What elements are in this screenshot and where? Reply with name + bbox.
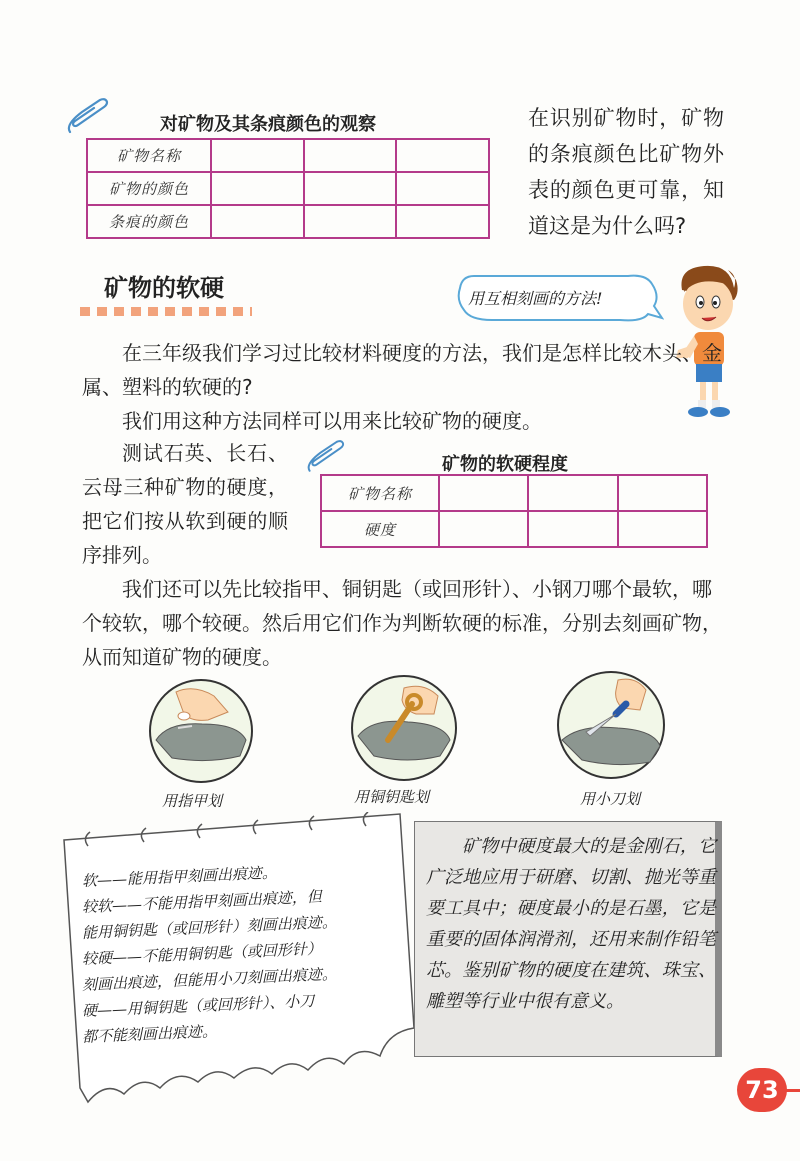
side-question: 在识别矿物时，矿物的条痕颜色比矿物外表的颜色更可靠，知道这是为什么吗? (528, 106, 724, 238)
section-title: 矿物的软硬 (104, 274, 224, 302)
row-label: 矿物名称 (87, 139, 211, 172)
table-cell[interactable] (304, 139, 397, 172)
key-scratch-illustration (350, 674, 458, 782)
table-cell[interactable] (618, 475, 707, 511)
paperclip-icon (64, 98, 110, 140)
table-cell[interactable] (211, 139, 304, 172)
paperclip-icon (304, 440, 346, 478)
table-cell[interactable] (396, 205, 489, 238)
knife-scratch-illustration (556, 670, 666, 780)
note-line: 刻画出痕迹，但能用小刀刻画出痕迹。 (81, 964, 338, 994)
table-cell[interactable] (211, 205, 304, 238)
note-line: 都不能刻画出痕迹。 (81, 1022, 218, 1046)
table-cell[interactable] (528, 511, 617, 547)
info-box-text: 矿物中硬度最大的是金刚石，它广泛地应用于研磨、切割、抛光等重要工具中；硬度最小的是石墨，它是重要的固体润滑剂，还用来制作铅笔芯。鉴别矿物的硬度在建筑、珠宝、雕塑等行业中很有意义。 (426, 836, 716, 1012)
paragraph-1: 在三年级我们学习过比较材料硬度的方法，我们是怎样比较木头、金属、塑料的软硬的? (82, 341, 722, 399)
table-cell[interactable] (304, 205, 397, 238)
paragraph-4: 我们还可以先比较指甲、铜钥匙（或回形针）、小钢刀哪个最软，哪个较软，哪个较硬。然后用它们作为判断软硬的标准，分别去刻画矿物，从而知道矿物的硬度。 (82, 577, 722, 669)
note-line: 较软——不能用指甲刻画出痕迹，但 (81, 887, 323, 916)
note-line: 硬——用铜钥匙（或回形针）、小刀 (81, 991, 315, 1020)
table-cell[interactable] (439, 511, 528, 547)
table-cell[interactable] (439, 475, 528, 511)
section-underline (80, 307, 252, 316)
table-row (321, 475, 707, 511)
table-cell[interactable] (396, 172, 489, 205)
table-row (87, 205, 489, 238)
paragraph-2: 我们用这种方法同样可以用来比较矿物的硬度。 (122, 409, 542, 433)
note-line: 软——能用指甲刻画出痕迹。 (81, 863, 278, 890)
fingernail-scratch-illustration (148, 678, 254, 784)
table-cell[interactable] (618, 511, 707, 547)
note-line: 较硬——不能用铜钥匙（或回形针） (81, 939, 323, 968)
table-row (87, 172, 489, 205)
hardness-criteria-note (81, 863, 394, 1050)
table-row (321, 511, 707, 547)
table1-title: 对矿物及其条痕颜色的观察 (160, 114, 376, 135)
table-cell[interactable] (211, 172, 304, 205)
page-number-line (784, 1089, 800, 1092)
mineral-hardness-table (320, 474, 708, 548)
row-label: 硬度 (321, 511, 439, 547)
table2-title: 矿物的软硬程度 (442, 454, 568, 475)
table-cell[interactable] (304, 172, 397, 205)
paragraph-3: 测试石英、长石、云母三种矿物的硬度，把它们按从软到硬的顺序排列。 (82, 441, 288, 567)
caption-fingernail: 用指甲划 (162, 792, 223, 810)
table-cell[interactable] (528, 475, 617, 511)
row-label: 条痕的颜色 (87, 205, 211, 238)
mineral-color-table (86, 138, 490, 239)
caption-knife: 用小刀划 (580, 790, 641, 808)
caption-key: 用铜钥匙划 (354, 788, 430, 806)
row-label: 矿物的颜色 (87, 172, 211, 205)
page-number: 73 (737, 1068, 787, 1112)
row-label: 矿物名称 (321, 475, 439, 511)
table-cell[interactable] (396, 139, 489, 172)
speech-bubble-text: 用互相刻画的方法! (468, 289, 603, 308)
table-row (87, 139, 489, 172)
note-line: 能用铜钥匙（或回形针）刻画出痕迹。 (81, 912, 338, 942)
